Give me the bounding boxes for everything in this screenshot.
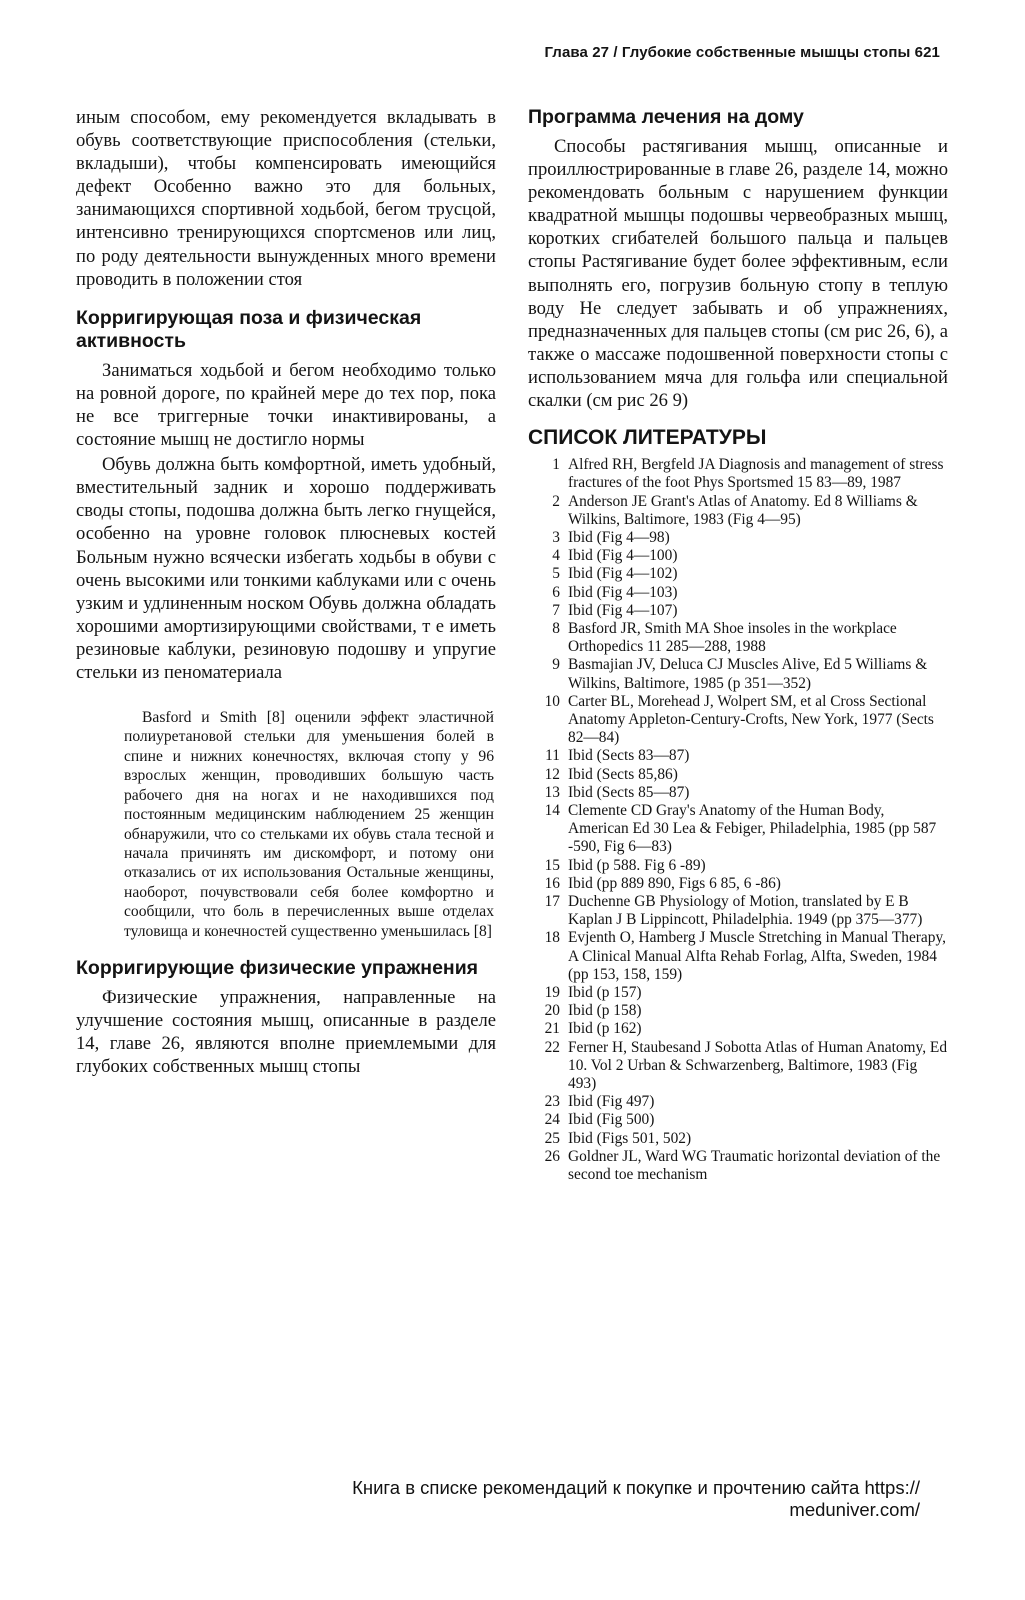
reference-item — [528, 1111, 948, 1129]
reference-text: Ibid (Sects 83—87) — [568, 747, 690, 765]
reference-number: 19 — [544, 984, 560, 1002]
reference-text: Ibid (Fig 4—100) — [568, 547, 678, 565]
reference-text: Goldner JL, Ward WG Traumatic horizontal deviation of the second toe mechanism — [568, 1147, 941, 1184]
reference-text: Ibid (p 588. Fig 6 -89) — [568, 856, 706, 874]
reference-item — [528, 766, 948, 784]
running-head: Глава 27 / Глубокие собственные мышцы стопы 621 — [544, 44, 940, 61]
reference-number: 12 — [544, 765, 560, 783]
reference-number: 1 — [552, 456, 560, 474]
reference-number: 13 — [544, 783, 560, 801]
reference-text: Ibid (pp 889 890, Figs 6 85, 6 -86) — [568, 874, 781, 892]
reference-text: Ibid (Figs 501, 502) — [568, 1129, 692, 1147]
reference-item — [528, 747, 948, 765]
reference-text: Ibid (Fig 4—107) — [568, 601, 678, 619]
reference-text: Ferner H, Staubesand J Sobotta Atlas of Human Anatomy, Ed 10. Vol 2 Urban & Schwarzenberg, Baltimore, 1983 (Fig 493) — [568, 1038, 948, 1093]
reference-item — [528, 456, 948, 492]
reference-item — [528, 620, 948, 656]
reference-item — [528, 929, 948, 984]
reference-number: 5 — [552, 565, 560, 583]
reference-text: Ibid (Fig 4—103) — [568, 583, 678, 601]
study-note: Basford и Smith [8] оценили эффект эластичной полиуретановой стельки для уменьшения болей в спине и нижних конечностях, включая стопу у 96 взрослых женщин, проводивших большую часть рабочего дня на ногах и не находившихся под постоянным медицинским наблюдением 25 женщин обнаружили, что со стельками их обувь стала тесной и начала причинять им дискомфорт, и потому они отказались от их использования Остальные женщины, наоборот, почувствовали себя более комфортно и сообщили, что боль в перечисленных выше отделах туловища и конечностей существенно уменьшилась [8] — [124, 709, 494, 940]
reference-text: Carter BL, Morehead J, Wolpert SM, et al Cross Sectional Anatomy Appleton-Century-Crofts, New York, 1977 (Sects 82—84) — [568, 692, 934, 747]
reference-text: Clemente CD Gray's Anatomy of the Human Body, American Ed 30 Lea & Febiger, Philadelphia, 1985 (pp 587 -590, Fig 6—83) — [568, 801, 937, 856]
section-title-posture: Корригирующая поза и физическая активность — [76, 306, 422, 352]
reference-number: 15 — [544, 856, 560, 874]
reference-number: 25 — [544, 1129, 560, 1147]
reference-number: 6 — [552, 583, 560, 601]
reference-item — [528, 984, 948, 1002]
reference-text: Ibid (p 157) — [568, 984, 642, 1002]
reference-number: 9 — [552, 656, 560, 674]
reference-number: 20 — [544, 1002, 560, 1020]
reference-text: Basford JR, Smith MA Shoe insoles in the workplace Orthopedics 11 285—288, 1988 — [568, 619, 897, 656]
reference-item — [528, 1148, 948, 1184]
reference-item — [528, 802, 948, 857]
reference-text: Alfred RH, Bergfeld JA Diagnosis and management of stress fractures of the foot Phys Sportsmed 15 83—89, 1987 — [568, 456, 944, 492]
reference-item — [528, 893, 948, 929]
reference-item — [528, 1093, 948, 1111]
reference-number: 22 — [544, 1038, 560, 1056]
reference-item — [528, 875, 948, 893]
reference-text: Basmajian JV, Deluca CJ Muscles Alive, Ed 5 Williams & Wilkins, Baltimore, 1985 (p 351—352) — [568, 656, 928, 692]
reference-item — [528, 565, 948, 583]
reference-number: 26 — [544, 1147, 560, 1165]
reference-number: 21 — [544, 1020, 560, 1038]
reference-text: Duchenne GB Physiology of Motion, translated by E B Kaplan J B Lippincott, Philadelphia. 1949 (pp 375—377) — [568, 893, 923, 929]
reference-number: 2 — [552, 492, 560, 510]
reference-text: Ibid (p 162) — [568, 1020, 642, 1038]
reference-item — [528, 1002, 948, 1020]
site-footer — [140, 1477, 920, 1521]
reference-number: 7 — [552, 601, 560, 619]
exercises-paragraph: Физические упражнения, направленные на улучшение состояния мышц, описанные в разделе 14, главе 26, являются вполне приемлемыми для глубоких собственных мышц стопы — [76, 986, 496, 1078]
posture-paragraph-1: Заниматься ходьбой и бегом необходимо только на ровной дороге, по крайней мере до тех пор, пока не все триггерные точки инактивированы, а состояние мышц не достигло нормы — [76, 359, 496, 451]
reference-number: 4 — [552, 547, 560, 565]
reference-number: 3 — [552, 528, 560, 546]
section-title-home-program: Программа лечения на дому — [528, 106, 804, 128]
reference-text: Evjenth O, Hamberg J Muscle Stretching in Manual Therapy, A Clinical Manual Alfta Rehab Forlag, Alfta, Sweden, 1984 (pp 153, 158, 159) — [568, 929, 946, 983]
section-title-exercises: Корригирующие физические упражнения — [76, 956, 479, 979]
home-program-paragraph: Способы растягивания мышц, описанные и проиллюстрированные в главе 26, разделе 14, можно рекомендовать больным с нарушением функции квадратной мышцы подошвы червеобразных мышц, коротких сгибателей большого пальца и пальцев стопы Растягивание будет более эффективным, если выполнять его, погрузив больную стопу в теплую воду Не следует забывать и об упражнениях, предназначенных для пальцев стопы (см рис 26, 6), а также о массаже подошвенной поверхности стопы с использованием мяча для гольфа или специальной скалки (см рис 26 9) — [528, 136, 948, 412]
reference-text: Ibid (Sects 85,86) — [568, 765, 678, 783]
reference-number: 17 — [544, 893, 560, 910]
reference-item — [528, 1130, 948, 1148]
reference-number: 18 — [544, 929, 560, 947]
reference-item — [528, 547, 948, 565]
reference-number: 16 — [544, 874, 560, 892]
reference-item — [528, 857, 948, 875]
references-title: СПИСОК ЛИТЕРАТУРЫ — [528, 426, 767, 450]
footer-line-2: meduniver.com/ — [789, 1499, 920, 1520]
reference-text: Ibid (Fig 500) — [568, 1111, 655, 1129]
reference-text: Ibid (Fig 4—98) — [568, 528, 670, 546]
posture-paragraph-2: Обувь должна быть комфортной, иметь удобный, вместительный задник и хорошо поддерживать своды стопы, подошва должна быть легко гнущейся, особенно на уровне головок плюсневых костей Больным нужно всячески избегать ходьбы в обуви с очень высокими или тонкими каблуками или с очень узким и удлиненным носком Обувь должна обладать хорошими амортизирующими свойствами, т е иметь резиновые каблуки, резиновую подошву и упругие стельки из пеноматериала — [76, 454, 496, 683]
footer-line-1: Книга в списке рекомендаций к покупке и прочтению сайта https:// — [352, 1477, 920, 1498]
reference-text: Ibid (Fig 497) — [568, 1093, 655, 1111]
reference-item — [528, 656, 948, 692]
reference-item — [528, 784, 948, 802]
reference-list — [528, 456, 948, 1184]
reference-item — [528, 1020, 948, 1038]
left-column — [76, 106, 496, 1078]
reference-number: 23 — [544, 1093, 560, 1111]
reference-number: 8 — [552, 619, 560, 637]
reference-item — [528, 529, 948, 547]
reference-text: Ibid (p 158) — [568, 1002, 642, 1020]
reference-number: 10 — [544, 692, 560, 710]
reference-text: Ibid (Sects 85—87) — [568, 783, 690, 801]
reference-number: 14 — [544, 801, 560, 819]
reference-item — [528, 584, 948, 602]
intro-paragraph: иным способом, ему рекомендуется вкладывать в обувь соответствующие приспособления (стельки, вкладыши), чтобы компенсировать имеющийся дефект Особенно важно это для больных, занимающихся спортивной ходьбой, бегом трусцой, интенсивно тренирующихся спортсменов или лиц, по роду деятельности вынужденных много времени проводить в положении стоя — [76, 107, 496, 290]
right-column — [528, 106, 948, 1184]
reference-item — [528, 1039, 948, 1094]
reference-number: 24 — [544, 1111, 560, 1129]
reference-item — [528, 493, 948, 529]
reference-item — [528, 602, 948, 620]
reference-text: Ibid (Fig 4—102) — [568, 565, 678, 583]
reference-text: Anderson JE Grant's Atlas of Anatomy. Ed 8 Williams & Wilkins, Baltimore, 1983 (Fig 4—95) — [568, 492, 918, 528]
reference-number: 11 — [545, 747, 560, 765]
reference-item — [528, 693, 948, 748]
